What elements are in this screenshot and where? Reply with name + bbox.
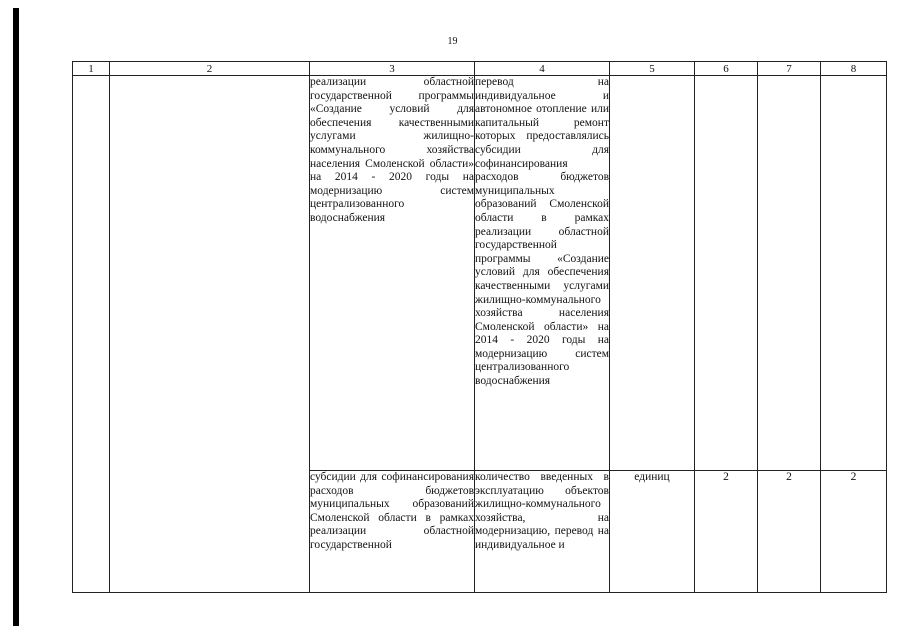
table-cell-col2 (110, 76, 310, 593)
table-cell-col7 (758, 76, 821, 471)
page-number: 19 (447, 36, 458, 47)
table-cell-col4: перевод на индивидуальное и автономное отопление или капитальный ремонт которых предоставлялись субсидии для софинансирования расходов бюджетов муниципальных образований Смоленской области в рамках реализации областной государственной программы «Создание условий для обеспечения качественными услугами жилищно-коммунального хозяйства населения Смоленской области» на 2014 - 2020 годы на модернизацию систем централизованного водоснабжения (475, 76, 610, 471)
table-cell-col8 (821, 76, 887, 471)
document-table (72, 61, 887, 593)
column-header: 3 (310, 62, 475, 76)
column-header: 6 (695, 62, 758, 76)
table-cell-col8-value: 2 (821, 471, 887, 593)
table-cell-col6 (695, 76, 758, 471)
table-cell-col7-value: 2 (758, 471, 821, 593)
column-header: 8 (821, 62, 887, 76)
column-header: 5 (610, 62, 695, 76)
table-row (73, 76, 887, 471)
table-cell-col3: реализации областной государственной программы «Создание условий для обеспечения качественными услугами жилищно-коммунального хозяйства населения Смоленской области» на 2014 - 2020 годы на модернизацию систем централизованного водоснабжения (310, 76, 475, 471)
table-cell-col3: субсидии для софинансирования расходов бюджетов муниципальных образований Смоленской области в рамках реализации областной государственной (310, 471, 475, 593)
column-header: 1 (73, 62, 110, 76)
table-cell-col1 (73, 76, 110, 593)
table-cell-col5-unit: единиц (610, 471, 695, 593)
table-cell-col5 (610, 76, 695, 471)
column-header: 7 (758, 62, 821, 76)
scan-edge-bar (13, 8, 19, 626)
column-header: 2 (110, 62, 310, 76)
column-header: 4 (475, 62, 610, 76)
table-cell-col4: количество введенных в эксплуатацию объектов жилищно-коммунального хозяйства, на модернизацию, перевод на индивидуальное и (475, 471, 610, 593)
table-cell-col6-value: 2 (695, 471, 758, 593)
table-header-row (73, 62, 887, 76)
